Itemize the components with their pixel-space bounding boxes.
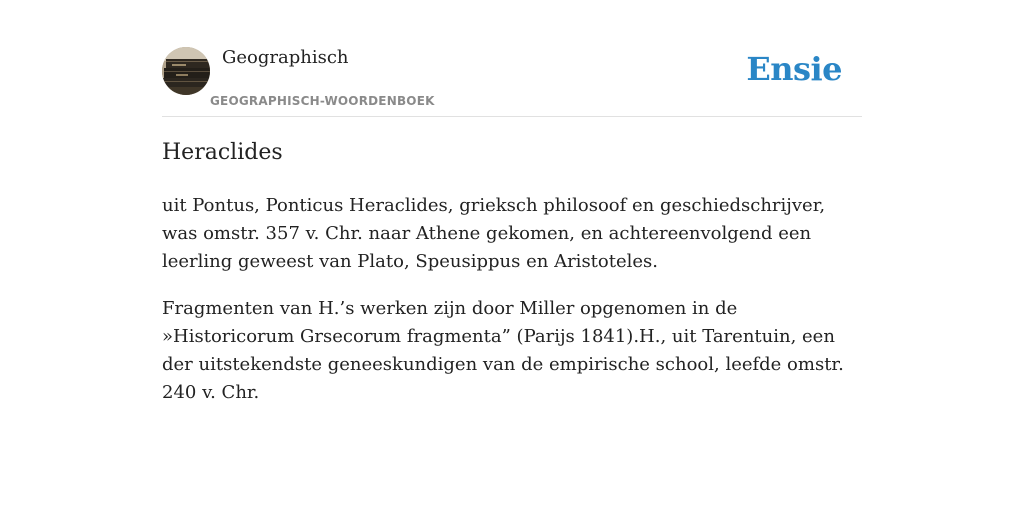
article-paragraph: Fragmenten van H.’s werken zijn door Miller opgenomen in de »Historicorum Grsecorum fragmenta” (Parijs 1841).H., uit Tarentuin, een der uitstekendste geneeskundigen van de empirische school, leefde omstr. 240 v. Chr. — [162, 298, 844, 403]
book-spines-icon — [162, 47, 210, 95]
source-avatar[interactable] — [162, 47, 210, 95]
article-title: Heraclides — [162, 140, 283, 165]
ensie-logo[interactable]: Ensie — [746, 50, 842, 88]
article-paragraph: uit Pontus, Ponticus Heraclides, grieksch philosoof en geschiedschrijver, was omstr. 357 v. Chr. naar Athene gekomen, en achtereenvolgend een leerling geweest van Plato, Speusippus en Aristoteles. — [162, 195, 826, 272]
source-name-link[interactable]: Geographisch — [222, 47, 349, 68]
source-header — [162, 46, 862, 117]
article-body — [162, 192, 862, 426]
source-slug-link[interactable]: GEOGRAPHISCH-WOORDENBOEK — [210, 94, 435, 108]
